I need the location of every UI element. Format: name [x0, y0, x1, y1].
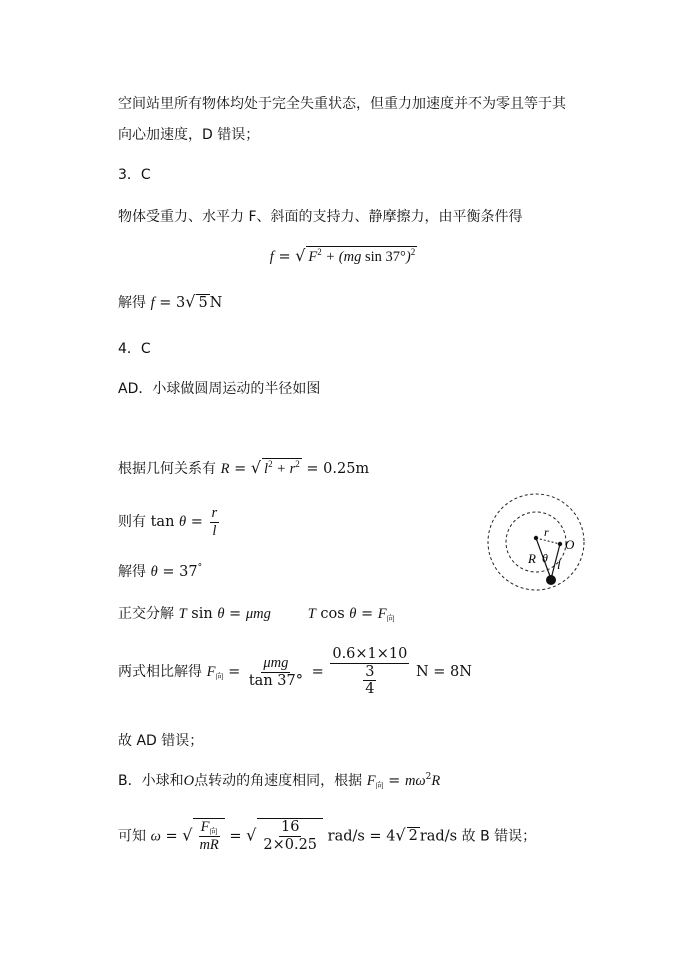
circular-motion-diagram — [482, 488, 592, 598]
text-line: 故 AD 错误； — [118, 733, 204, 749]
label-l: l — [557, 557, 561, 572]
question-number: 4．C — [118, 341, 151, 357]
label-r: r — [544, 525, 549, 539]
text-line-b: B．小球和O点转动的角速度相同，根据 $F_向 = m\omega^2R$ — [118, 772, 441, 790]
equation-ratio: 两式相比解得 $F_向$ = $\frac{\text{μmg}}{\tan 37^\circ}$ = $\frac{0.6\times 1\times 10}{\frac{3}{4}}$ N = 8N — [118, 646, 472, 698]
equation-theta: 解得 θ = 37° — [118, 563, 203, 580]
equation-tan: 则有 tan θ = $\frac{r}{l}$ — [118, 505, 218, 539]
text-line: AD．小球做圆周运动的半径如图 — [118, 381, 321, 397]
label-R: R — [528, 551, 536, 566]
text-line: 空间站里所有物体均处于完全失重状态，但重力加速度并不为零且等于其 — [118, 96, 566, 112]
equation-omega: 可知 ω = √ $\frac{F_向}{mR}$ = √ $\frac{16}{2\times 0.25}$ rad/s = 4√ 2 rad/s 故 B 错误； — [118, 819, 537, 854]
equation-decomposition: 正交分解 T sin θ = μmg T $\cos \theta = F_向$ — [118, 606, 395, 623]
text-line: 向心加速度，D 错误； — [118, 127, 260, 143]
result-f: 解得 f = 3√ 5 N — [118, 292, 223, 311]
text-line: 物体受重力、水平力 F、斜面的支持力、静摩擦力，由平衡条件得 — [118, 209, 523, 225]
label-theta: θ — [542, 551, 548, 565]
ball — [546, 575, 556, 585]
label-o: O — [565, 537, 575, 552]
equation-radius: 根据几何关系有 R = √ $l^2 + r^2 = 0.25m$ — [118, 458, 370, 477]
equation-friction: f = √ $F^2 + (mg$ sin 37°)$^2$ — [269, 246, 416, 265]
question-number: 3．C — [118, 167, 151, 183]
